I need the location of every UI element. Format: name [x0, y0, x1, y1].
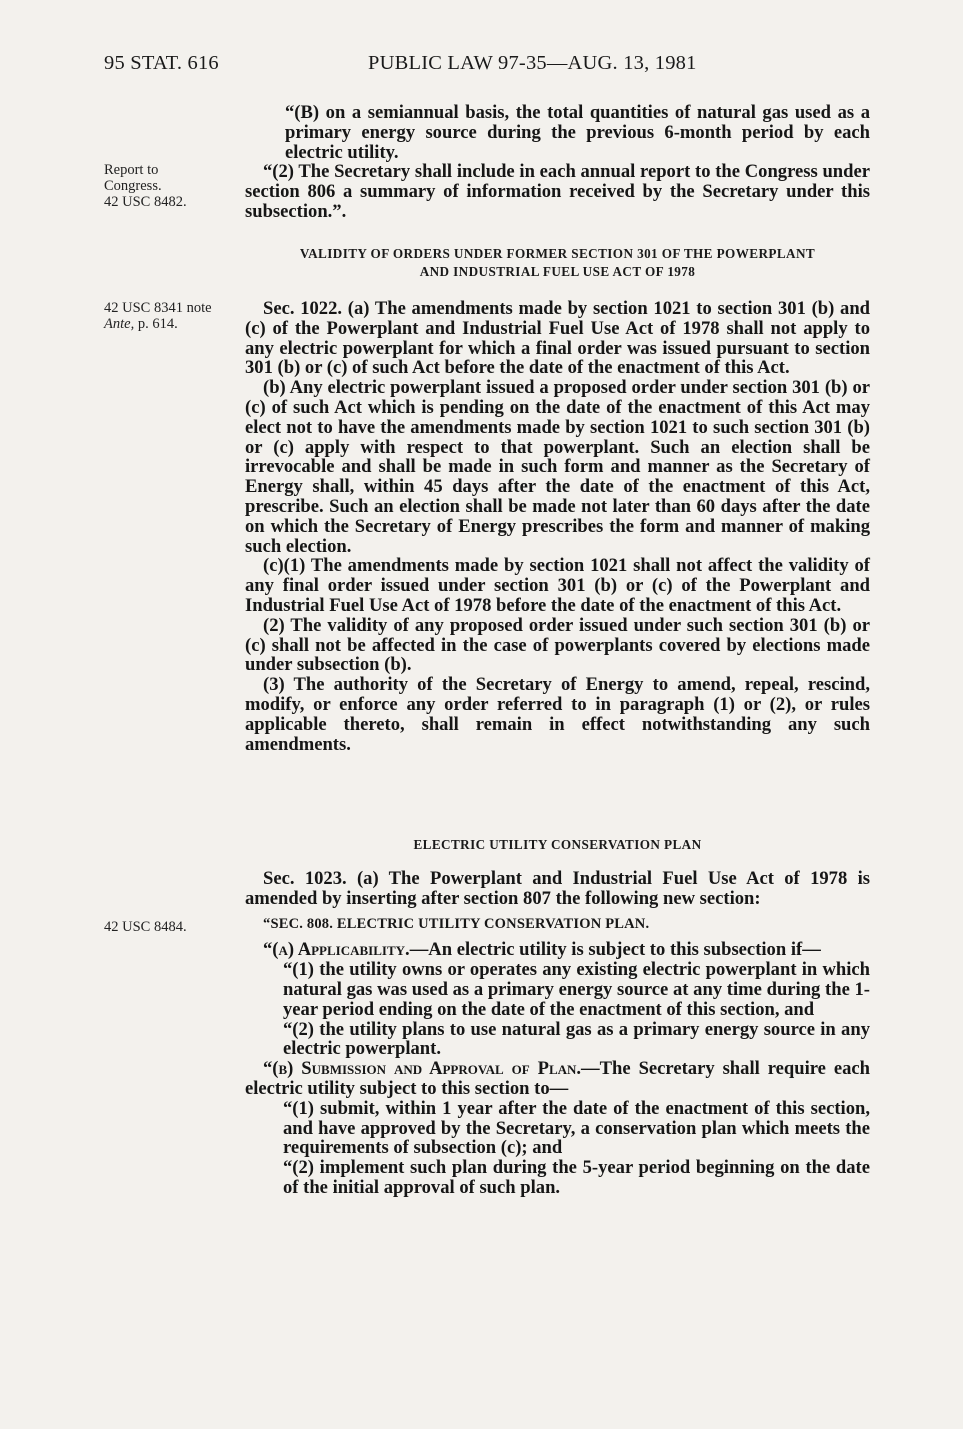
- section-heading-conservation: [245, 836, 870, 854]
- sec-1022-a: Sec. 1022. (a) The amendments made by section 1021 to section 301 (b) and (c) of the Powerplant and Industrial Fuel Use Act of 1978 shall not apply to any electric powerplant for which a final order was issued pursuant to section 301 (b) or (c) of such Act before the date of the enactment of this Act.: [245, 298, 870, 379]
- sec-1022-b: (b) Any electric powerplant issued a proposed order under section 301 (b) or (c) of such Act which is pending on the date of the enactment of this Act may elect not to have the amendments made by section 1021 to such section 301 (b) or (c) apply with respect to that powerplant. Such an election shall be irrevocable and shall be made in such form and manner as the Secretary of Energy shall, within 45 days after the date of the enactment of this Act, prescribe. Such an election shall be made not later than 60 days after the date on which the Secretary of Energy prescribes the form and manner of making such election.: [245, 377, 870, 557]
- subsection-label: “(a) Applicability.: [263, 939, 410, 961]
- block-reporting: [245, 103, 870, 222]
- margin-report-line: Report to: [104, 162, 159, 178]
- margin-usc-citation: 42 USC 8341 note: [104, 300, 212, 316]
- margin-report-line: Congress.: [104, 178, 162, 194]
- sec-808-title: “SEC. 808. ELECTRIC UTILITY CONSERVATION PLAN.: [263, 915, 650, 932]
- subsection-text: —An electric utility is subject to this subsection if—: [409, 939, 821, 961]
- margin-usc-citation: 42 USC 8484.: [104, 919, 187, 935]
- margin-ante-italic: Ante,: [104, 316, 135, 332]
- subsection-label: “(b) Submission and Approval of Plan.: [263, 1058, 582, 1080]
- margin-note-1023: [104, 919, 187, 935]
- sec-1022-c3: (3) The authority of the Secretary of Energy to amend, repeal, rescind, modify, or enforce any order referred to in paragraph (1) or (2), or rules applicable thereto, shall remain in effect notwithstanding any such amendments.: [245, 674, 870, 755]
- paragraph-b: “(B) on a semiannual basis, the total quantities of natural gas used as a primary energy source during the previous 6-month period by each electric utility.: [285, 102, 870, 163]
- margin-note-report: [104, 162, 187, 210]
- margin-ante-ref: [104, 316, 212, 332]
- public-law-title: PUBLIC LAW 97-35—AUG. 13, 1981: [368, 52, 697, 74]
- margin-usc-citation: 42 USC 8482.: [104, 194, 187, 210]
- margin-note-1022: [104, 300, 212, 332]
- sec-1022-c2: (2) The validity of any proposed order issued under such section 301 (b) or (c) shall not be affected in the case of powerplants covered by elections made under subsection (b).: [245, 614, 870, 676]
- heading-line: AND INDUSTRIAL FUEL USE ACT OF 1978: [419, 264, 696, 279]
- section-1023: [245, 869, 870, 1198]
- sec-808-a-1: “(1) the utility owns or operates any existing electric powerplant in which natural gas was used as a primary energy source at any time during the 1-year period ending on the date of the enactment of this section, and: [283, 959, 870, 1020]
- sec-808-b-2: “(2) implement such plan during the 5-year period beginning on the date of the initial approval of such plan.: [283, 1157, 870, 1198]
- heading-line: VALIDITY OF ORDERS UNDER FORMER SECTION 301 OF THE POWERPLANT: [299, 246, 816, 261]
- section-heading-validity: [245, 245, 870, 281]
- sec-1023-a: Sec. 1023. (a) The Powerplant and Industrial Fuel Use Act of 1978 is amended by inserting after section 807 the following new section:: [245, 868, 870, 909]
- statute-page-number: 95 STAT. 616: [104, 52, 219, 74]
- heading-line: ELECTRIC UTILITY CONSERVATION PLAN: [413, 837, 702, 852]
- sec-808-b: [245, 1059, 870, 1099]
- paragraph-2-report: “(2) The Secretary shall include in each annual report to the Congress under section 806 a summary of information received by the Secretary under this subsection.”.: [245, 161, 870, 222]
- sec-808-a-2: “(2) the utility plans to use natural gas as a primary energy source in any electric powerplant.: [283, 1018, 870, 1060]
- sec-1022-c1: (c)(1) The amendments made by section 1021 shall not affect the validity of any final order issued under section 301 (b) or (c) of the Powerplant and Industrial Fuel Use Act of 1978 before the date of the enactment of this Act.: [245, 555, 870, 616]
- sec-808-a: [245, 940, 870, 960]
- subsection-text: —The Secretary shall require each electric utility subject to this section to—: [245, 1058, 870, 1099]
- sec-808-b-1: “(1) submit, within 1 year after the date of the enactment of this section, and have approved by the Secretary, a conservation plan which meets the requirements of subsection (c); and: [283, 1097, 870, 1159]
- section-1022: [245, 299, 870, 754]
- margin-ante-rest: p. 614.: [134, 316, 178, 332]
